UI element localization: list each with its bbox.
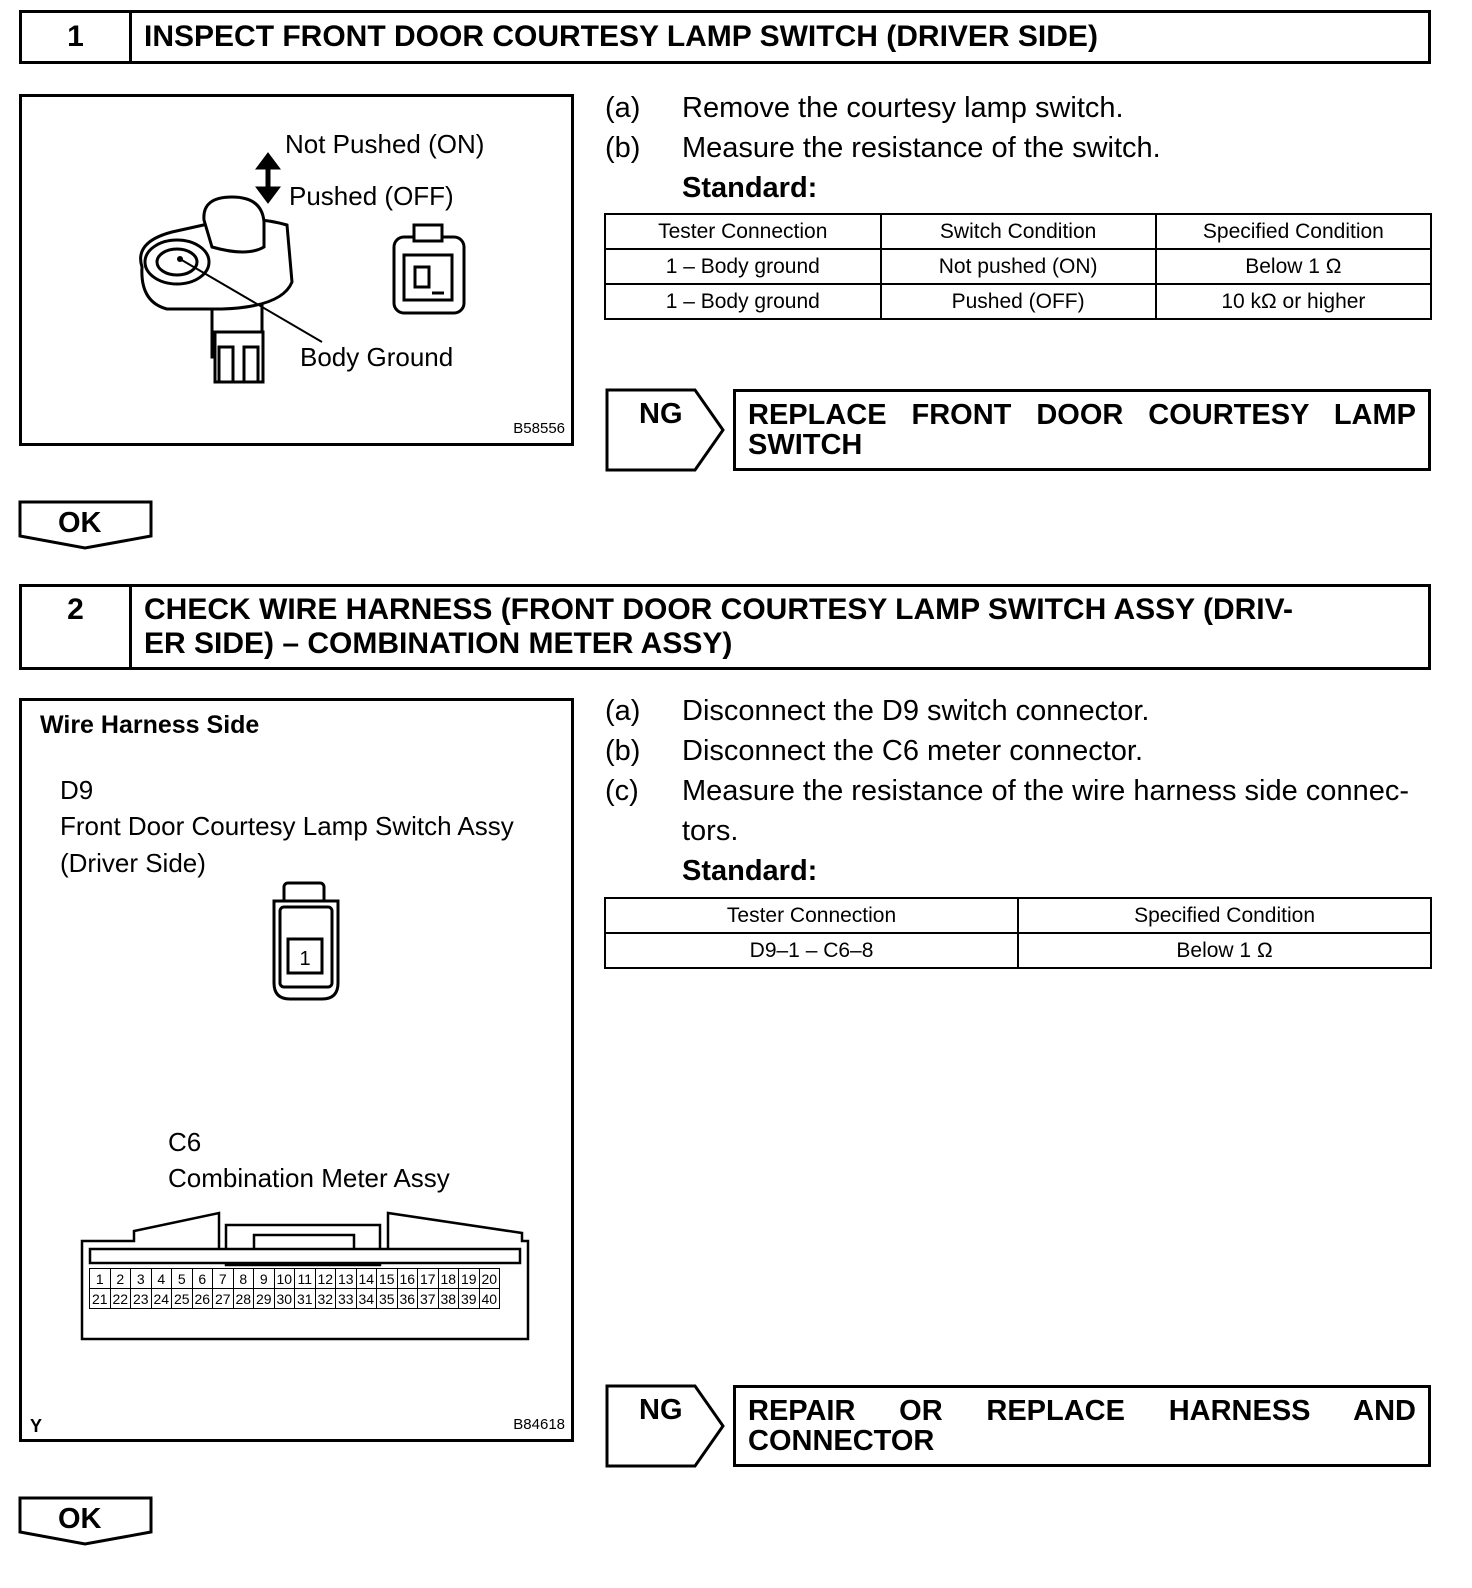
ng-label: NG <box>639 1394 683 1426</box>
c6-pin: 23 <box>130 1288 152 1309</box>
c6-pin: 27 <box>212 1288 234 1309</box>
c6-pin: 29 <box>253 1288 275 1309</box>
switch-connector-icon <box>394 225 464 313</box>
c6-pin: 16 <box>397 1268 419 1289</box>
push-direction-arrow-icon <box>256 153 280 203</box>
d9-pin-1: 1 <box>299 948 311 970</box>
table-header-row: Tester Connection Switch Condition Specified Condition <box>605 214 1431 249</box>
figure-id: B84618 <box>513 1416 565 1433</box>
c6-pin: 40 <box>479 1288 501 1309</box>
c6-pin: 9 <box>253 1268 275 1289</box>
switch-body <box>141 197 292 382</box>
c6-pin: 15 <box>376 1268 398 1289</box>
ok-label: OK <box>58 507 102 539</box>
c6-pin: 35 <box>376 1288 398 1309</box>
step1-figure <box>19 94 574 446</box>
c6-pin: 3 <box>130 1268 152 1289</box>
c6-pin: 28 <box>233 1288 255 1309</box>
c6-pin-grid <box>90 1269 520 1309</box>
c6-pin: 22 <box>110 1288 132 1309</box>
c6-pin: 14 <box>356 1268 378 1289</box>
step1-ng-action: REPLACE FRONT DOOR COURTESY LAMP SWITCH <box>733 389 1431 471</box>
c6-pin: 31 <box>294 1288 316 1309</box>
c6-pin: 19 <box>458 1268 480 1289</box>
step2-title: CHECK WIRE HARNESS (FRONT DOOR COURTESY LAMP SWITCH ASSY (DRIV- ER SIDE) – COMBINATION METER ASSY) <box>144 593 1293 660</box>
c6-code: C6 <box>168 1127 202 1157</box>
c6-pin: 2 <box>110 1268 132 1289</box>
c6-pin: 21 <box>89 1288 111 1309</box>
c6-pin-row-1 <box>90 1269 520 1289</box>
c6-pin: 38 <box>438 1288 460 1309</box>
c6-pin: 4 <box>151 1268 173 1289</box>
c6-pin: 6 <box>192 1268 214 1289</box>
c6-pin: 39 <box>458 1288 480 1309</box>
c6-name: Combination Meter Assy <box>168 1163 450 1193</box>
c6-pin: 20 <box>479 1268 501 1289</box>
d9-name: Front Door Courtesy Lamp Switch Assy <box>60 811 514 841</box>
corner-mark: Y <box>30 1416 43 1436</box>
c6-pin: 5 <box>171 1268 193 1289</box>
table-row: 1 – Body ground Not pushed (ON) Below 1 Ω <box>605 249 1431 284</box>
c6-pin: 33 <box>335 1288 357 1309</box>
step2-ok-arrow <box>18 1496 154 1546</box>
c6-pin: 18 <box>438 1268 460 1289</box>
c6-pin: 37 <box>417 1288 439 1309</box>
table-row: 1 – Body ground Pushed (OFF) 10 kΩ or higher <box>605 284 1431 319</box>
ng-label: NG <box>639 398 683 430</box>
label-pushed: Pushed (OFF) <box>289 181 454 211</box>
c6-pin: 17 <box>417 1268 439 1289</box>
c6-pin: 11 <box>294 1268 316 1289</box>
step1-ng-arrow <box>605 388 727 472</box>
c6-pin: 30 <box>274 1288 296 1309</box>
c6-pin-row-2 <box>90 1289 520 1309</box>
d9-name-sub: (Driver Side) <box>60 848 206 878</box>
c6-pin: 25 <box>171 1288 193 1309</box>
c6-pin: 12 <box>315 1268 337 1289</box>
figure-id: B58556 <box>513 420 565 437</box>
ok-label: OK <box>58 1503 102 1535</box>
figure-heading: Wire Harness Side <box>40 711 260 739</box>
table-row: D9–1 – C6–8 Below 1 Ω <box>605 933 1431 968</box>
step1-header <box>19 10 1431 64</box>
c6-pin: 34 <box>356 1288 378 1309</box>
c6-pin: 24 <box>151 1288 173 1309</box>
step2-ng-arrow <box>605 1384 727 1468</box>
step1-ok-arrow <box>18 500 154 550</box>
step1-title: INSPECT FRONT DOOR COURTESY LAMP SWITCH (DRIVER SIDE) <box>144 20 1098 53</box>
c6-pin: 7 <box>212 1268 234 1289</box>
c6-pin: 26 <box>192 1288 214 1309</box>
step1-number: 1 <box>22 13 132 61</box>
label-body-ground: Body Ground <box>300 342 454 372</box>
c6-pin: 10 <box>274 1268 296 1289</box>
step2-header <box>19 584 1431 670</box>
step2-ng-action: REPAIR OR REPLACE HARNESS AND CONNECTOR <box>733 1385 1431 1467</box>
c6-pin: 36 <box>397 1288 419 1309</box>
step2-spec-table <box>604 897 1432 969</box>
c6-pin: 8 <box>233 1268 255 1289</box>
table-header-row: Tester Connection Specified Condition <box>605 898 1431 933</box>
step1-spec-table <box>604 213 1432 320</box>
d9-code: D9 <box>60 775 94 805</box>
c6-pin: 1 <box>89 1268 111 1289</box>
step2-number: 2 <box>22 587 132 667</box>
step2-figure <box>19 698 574 1442</box>
c6-pin: 13 <box>335 1268 357 1289</box>
c6-pin: 32 <box>315 1288 337 1309</box>
label-not-pushed: Not Pushed (ON) <box>285 129 485 159</box>
